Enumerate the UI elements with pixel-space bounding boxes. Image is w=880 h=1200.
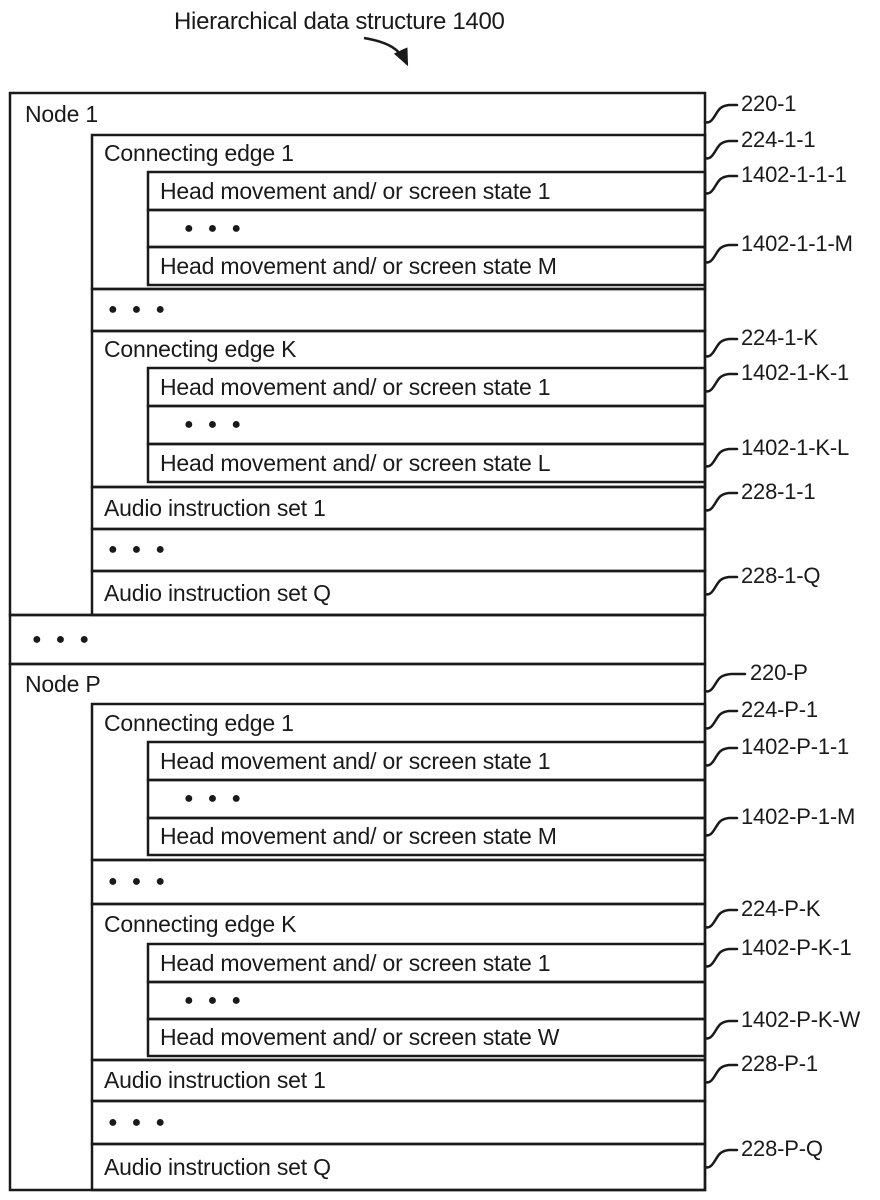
leader-line (705, 949, 737, 966)
leader-line (705, 493, 737, 510)
node-p-label: Node P (25, 670, 101, 697)
node1-edgeK-state1-label: Head movement and/ or screen state 1 (160, 373, 551, 400)
ref-1402-P-1-M: 1402-P-1-M (741, 804, 856, 829)
node-1-label: Node 1 (25, 100, 98, 127)
leader-line (705, 711, 737, 728)
ref-224-1-1: 224-1-1 (741, 127, 816, 152)
ref-1402-1-K-1: 1402-1-K-1 (741, 360, 850, 385)
ref-228-1-1: 228-1-1 (741, 479, 816, 504)
leader-line (705, 674, 745, 691)
leader-line (705, 577, 737, 594)
nodeP-edgeK-state1-label: Head movement and/ or screen state 1 (160, 949, 551, 976)
nodeP-edgeK-label: Connecting edge K (104, 910, 297, 937)
ref-1402-P-1-1: 1402-P-1-1 (741, 734, 850, 759)
leader-line (705, 449, 737, 466)
node1-edge1-stateM-label: Head movement and/ or screen state M (160, 252, 557, 279)
ref-1402-1-1-M: 1402-1-1-M (741, 231, 853, 256)
nodeP-edge1-state-ellipsis: ●●● (184, 790, 255, 807)
leader-line (705, 748, 737, 765)
node1-edgeK-label: Connecting edge K (104, 336, 297, 362)
leader-line (705, 176, 737, 193)
leader-line (705, 141, 737, 158)
leader-line (705, 910, 737, 927)
nodeP-edgeK-state-ellipsis: ●●● (184, 991, 255, 1009)
node1-edge1-state1-label: Head movement and/ or screen state 1 (160, 177, 551, 204)
nodeP-edge-ellipsis-box (92, 860, 705, 904)
ref-220-1: 220-1 (741, 91, 797, 116)
node-ellipsis-row-box (10, 615, 705, 664)
node1-edge1-label: Connecting edge 1 (104, 140, 294, 166)
ref-224-P-K: 224-P-K (741, 896, 821, 921)
node-level-ellipsis: ●●● (32, 630, 103, 648)
node1-audio1-label: Audio instruction set 1 (104, 494, 326, 521)
ref-228-P-1: 228-P-1 (741, 1051, 818, 1076)
leader-line (705, 339, 737, 356)
leader-line (705, 1065, 737, 1082)
nodeP-edge-ellipsis: ●●● (108, 873, 179, 890)
ref-228-1-Q: 228-1-Q (741, 563, 821, 588)
ref-228-P-Q: 228-P-Q (741, 1136, 823, 1161)
ref-1402-P-K-W: 1402-P-K-W (741, 1007, 861, 1032)
node1-edge1-state-ellipsis: ●●● (184, 219, 255, 237)
node1-edge-ellipsis: ●●● (108, 301, 179, 318)
title-arrow (364, 38, 407, 64)
nodeP-audio-ellipsis: ●●● (108, 1113, 179, 1131)
ref-224-P-1: 224-P-1 (741, 697, 818, 722)
nodeP-audio-ellipsis-box (92, 1101, 705, 1144)
nodeP-edgeK-stateW-label: Head movement and/ or screen state W (160, 1024, 560, 1050)
figure-title: Hierarchical data structure 1400 (174, 8, 505, 35)
nodeP-audio1-label: Audio instruction set 1 (104, 1067, 326, 1093)
nodeP-audioQ-label: Audio instruction set Q (104, 1153, 331, 1180)
nodeP-edge1-stateM-label: Head movement and/ or screen state M (160, 823, 557, 849)
leader-line (705, 1021, 737, 1038)
leader-line (705, 245, 737, 262)
leader-line (705, 818, 737, 835)
ref-224-1-K: 224-1-K (741, 325, 818, 350)
ref-1402-P-K-1: 1402-P-K-1 (741, 935, 852, 960)
leader-line (705, 374, 737, 391)
node1-edgeK-state-ellipsis: ●●● (184, 416, 255, 433)
node1-audioQ-label: Audio instruction set Q (104, 579, 331, 606)
ref-1402-1-K-L: 1402-1-K-L (741, 435, 850, 460)
leader-line (705, 1150, 737, 1167)
node1-edge-ellipsis-box (92, 289, 705, 331)
node1-edgeK-stateL-label: Head movement and/ or screen state L (160, 449, 551, 476)
ref-1402-1-1-1: 1402-1-1-1 (741, 162, 847, 187)
leader-line (705, 105, 737, 122)
nodeP-edge1-state1-label: Head movement and/ or screen state 1 (160, 747, 551, 774)
ref-220-P: 220-P (750, 660, 808, 685)
node1-audio-ellipsis-box (92, 529, 705, 571)
node1-audio-ellipsis: ●●● (108, 541, 179, 558)
nodeP-edge1-label: Connecting edge 1 (104, 709, 294, 736)
